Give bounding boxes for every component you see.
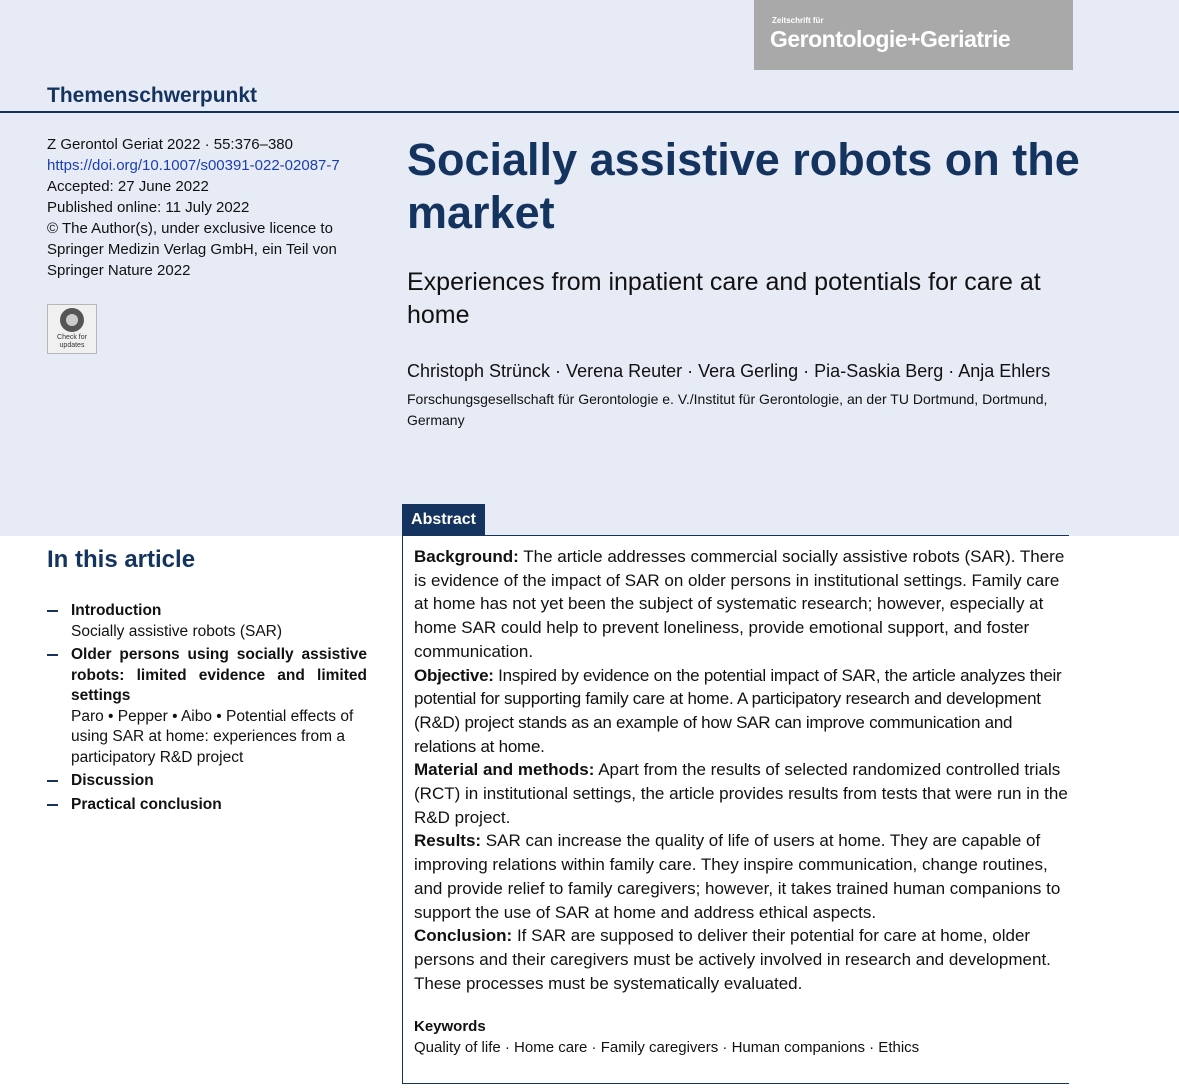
abstract-section-text: Apart from the results of selected randomized controlled trials (RCT) in institutional settings, the article provides results from tests that were run in the R&D project. xyxy=(414,760,1068,827)
copyright-line: Springer Medizin Verlag GmbH, ein Teil von xyxy=(47,241,337,258)
toc-heading: In this article xyxy=(47,546,196,573)
copyright-line: Springer Nature 2022 xyxy=(47,262,191,279)
dash-icon xyxy=(47,804,58,806)
abstract-section-results xyxy=(414,829,1069,924)
toc-item[interactable] xyxy=(47,795,367,816)
journal-logo xyxy=(754,0,1073,70)
toc-item-heading: Practical conclusion xyxy=(71,795,222,813)
copyright-line: © The Author(s), under exclusive licence to xyxy=(47,220,333,237)
abstract-section-background xyxy=(414,545,1069,664)
dash-icon xyxy=(47,654,58,656)
author-list: Christoph Strünck · Verena Reuter · Vera Gerling · Pia-Saskia Berg · Anja Ehlers xyxy=(407,361,1051,381)
check-for-updates-label: Check for updates xyxy=(57,334,87,349)
journal-small-label: Zeitschrift für xyxy=(772,16,824,25)
crossmark-icon xyxy=(60,308,84,332)
dash-icon xyxy=(47,610,58,612)
abstract-section-heading: Objective: xyxy=(414,665,494,685)
journal-name: Gerontologie+Geriatrie xyxy=(770,26,1011,52)
abstract-section-heading: Results: xyxy=(414,831,482,851)
section-divider xyxy=(0,111,1179,113)
section-label: Themenschwerpunkt xyxy=(47,84,258,107)
abstract-section-heading: Conclusion: xyxy=(414,926,513,946)
abstract-section-conclusion xyxy=(414,924,1069,995)
abstract-section-text: Inspired by evidence on the potential impact of SAR, the article analyzes their potential for supporting family care at home. A participatory research and development (R&D) project stands as an example of how SAR can improve communication and relations at home. xyxy=(414,665,1062,756)
abstract-section-text: SAR can increase the quality of life of users at home. They are capable of improving relations within family care. They inspire communication, change routines, and provide relief to family caregivers; however, it takes trained human companions to support the use of SAR at home and address ethical aspects. xyxy=(414,831,1061,922)
published-date: Published online: 11 July 2022 xyxy=(47,199,250,216)
toc-item[interactable] xyxy=(47,645,367,768)
article-subtitle: Experiences from inpatient care and potentials for care at home xyxy=(407,268,1041,329)
toc-item-heading: Discussion xyxy=(71,772,154,789)
abstract-border-top xyxy=(402,535,1069,536)
toc-item[interactable] xyxy=(47,771,367,792)
check-for-updates-button[interactable] xyxy=(47,304,97,354)
abstract-tab: Abstract xyxy=(402,504,485,536)
toc-item[interactable] xyxy=(47,601,367,642)
abstract-section-text: The article addresses commercial socially assistive robots (SAR). There is evidence of the impact of SAR on older persons in institutional settings. Family care at home has not yet been the subject of systematic research; however, especially at home SAR could help to prevent loneliness, provide emotional support, and foster communication. xyxy=(414,547,1065,661)
abstract-body xyxy=(414,545,1069,995)
affiliation: Forschungsgesellschaft für Gerontologie e. V./Institut für Gerontologie, an der TU Dortmund, Dortmund, Germany xyxy=(407,391,1048,428)
doi-link[interactable]: https://doi.org/10.1007/s00391-022-02087-7 xyxy=(47,157,340,174)
abstract-section-heading: Material and methods: xyxy=(414,760,595,780)
article-title: Socially assistive robots on the market xyxy=(407,134,1080,238)
abstract-section-objective xyxy=(414,664,1069,759)
keywords-heading: Keywords xyxy=(414,1018,486,1035)
abstract-section-heading: Background: xyxy=(414,547,519,566)
toc-item-subsections: Paro • Pepper • Aibo • Potential effects of using SAR at home: experiences from a participatory R&D project xyxy=(71,707,354,766)
article-meta xyxy=(47,134,367,281)
abstract-border-bottom xyxy=(402,1083,1069,1084)
abstract-section-text: If SAR are supposed to deliver their potential for care at home, older persons and their caregivers must be actively involved in research and development. These processes must be systematically evaluated. xyxy=(414,926,1051,993)
toc-item-heading: Introduction xyxy=(71,602,162,619)
dash-icon xyxy=(47,780,58,782)
citation: Z Gerontol Geriat 2022 · 55:376–380 xyxy=(47,136,293,153)
accepted-date: Accepted: 27 June 2022 xyxy=(47,178,209,195)
abstract-border-left xyxy=(402,535,403,1084)
table-of-contents xyxy=(47,601,367,818)
abstract-section-methods xyxy=(414,758,1069,829)
keywords-list: Quality of life · Home care · Family caregivers · Human companions · Ethics xyxy=(414,1039,920,1056)
toc-item-heading: Older persons using socially assistive robots: limited evidence and limited settings xyxy=(71,646,367,704)
toc-item-subsections: Socially assistive robots (SAR) xyxy=(71,622,283,640)
